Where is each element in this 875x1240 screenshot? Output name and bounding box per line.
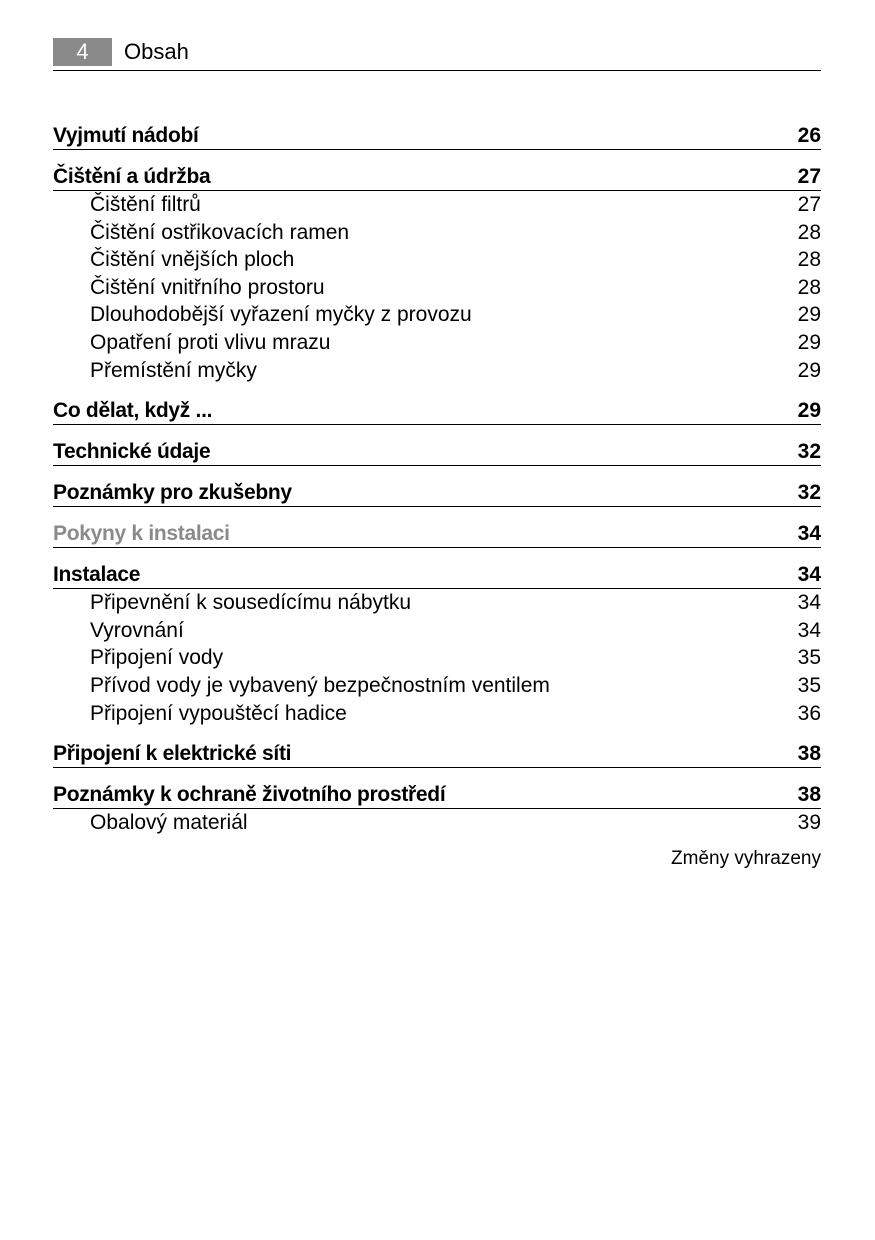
toc-item-page: 34 — [797, 591, 821, 615]
page-number: 4 — [53, 38, 112, 66]
toc-section[interactable] — [53, 390, 821, 425]
toc-item[interactable] — [53, 329, 821, 357]
toc-item-title: Připojení vypouštěcí hadice — [90, 701, 347, 725]
toc-item-title: Přemístění myčky — [90, 358, 257, 382]
toc-section-page: 32 — [797, 440, 821, 464]
toc-section[interactable] — [53, 431, 821, 466]
toc-item-title: Čištění ostřikovacích ramen — [90, 220, 350, 244]
toc-item-page: 29 — [797, 330, 821, 354]
toc-section-title: Instalace — [53, 563, 141, 587]
toc-item-page: 28 — [797, 275, 821, 299]
toc-item[interactable] — [53, 274, 821, 302]
toc-item-page: 39 — [797, 811, 821, 835]
toc-item-title: Přívod vody je vybavený bezpečnostním ventilem — [90, 673, 550, 697]
toc-section-page: 29 — [797, 399, 821, 423]
toc-item[interactable] — [53, 809, 821, 837]
toc-item-page: 35 — [797, 646, 821, 670]
toc-section-page: 38 — [797, 742, 821, 766]
toc-item[interactable] — [53, 644, 821, 672]
toc-item-title: Připojení vody — [90, 646, 224, 670]
toc-section-title: Čištění a údržba — [53, 165, 211, 188]
toc-item-page: 28 — [797, 248, 821, 272]
toc-section[interactable] — [53, 774, 821, 809]
toc-section[interactable] — [53, 554, 821, 589]
toc-item[interactable] — [53, 357, 821, 385]
page-header — [53, 38, 821, 71]
toc-section-page: 32 — [797, 481, 821, 505]
toc-item-title: Opatření proti vlivu mrazu — [90, 330, 331, 354]
toc-item-title: Čištění filtrů — [90, 193, 201, 216]
toc-section-title: Vyjmutí nádobí — [53, 124, 199, 147]
page-title: Obsah — [124, 39, 189, 64]
toc-section-title: Pokyny k instalaci — [53, 522, 230, 546]
toc-item-page: 29 — [797, 358, 821, 382]
toc-section[interactable] — [53, 513, 821, 548]
toc-section[interactable] — [53, 156, 821, 191]
toc-item-page: 35 — [797, 673, 821, 697]
table-of-contents — [53, 115, 821, 837]
toc-item[interactable] — [53, 219, 821, 247]
toc-section-page: 27 — [797, 165, 821, 188]
toc-section-page: 34 — [797, 522, 821, 546]
toc-section-title: Připojení k elektrické síti — [53, 742, 292, 766]
toc-item-page: 27 — [797, 193, 821, 216]
footer-note: Změny vyhrazeny — [671, 848, 821, 869]
toc-section-title: Poznámky pro zkušebny — [53, 481, 292, 505]
toc-item-title: Vyrovnání — [90, 618, 184, 642]
toc-item-page: 36 — [797, 701, 821, 725]
toc-section[interactable] — [53, 115, 821, 150]
toc-item[interactable] — [53, 617, 821, 645]
toc-item-page: 28 — [797, 220, 821, 244]
toc-item-title: Čištění vnitřního prostoru — [90, 275, 325, 299]
toc-item-title: Připevnění k sousedícímu nábytku — [90, 591, 412, 615]
toc-item[interactable] — [53, 301, 821, 329]
toc-item-title: Obalový materiál — [90, 811, 248, 835]
toc-item[interactable] — [53, 246, 821, 274]
toc-section-title: Poznámky k ochraně životního prostředí — [53, 783, 446, 807]
toc-item-title: Čištění vnějších ploch — [90, 248, 295, 272]
toc-item-page: 34 — [797, 618, 821, 642]
toc-item-title: Dlouhodobější vyřazení myčky z provozu — [90, 303, 472, 327]
toc-section-page: 38 — [797, 783, 821, 807]
toc-section-page: 26 — [797, 124, 821, 147]
toc-item[interactable] — [53, 672, 821, 700]
toc-item[interactable] — [53, 700, 821, 728]
toc-item[interactable] — [53, 589, 821, 617]
toc-item-page: 29 — [797, 303, 821, 327]
toc-section[interactable] — [53, 733, 821, 768]
toc-section-page: 34 — [797, 563, 821, 587]
toc-section[interactable] — [53, 472, 821, 507]
toc-section-title: Technické údaje — [53, 440, 211, 464]
toc-item[interactable] — [53, 191, 821, 219]
toc-section-title: Co dělat, když ... — [53, 399, 213, 423]
